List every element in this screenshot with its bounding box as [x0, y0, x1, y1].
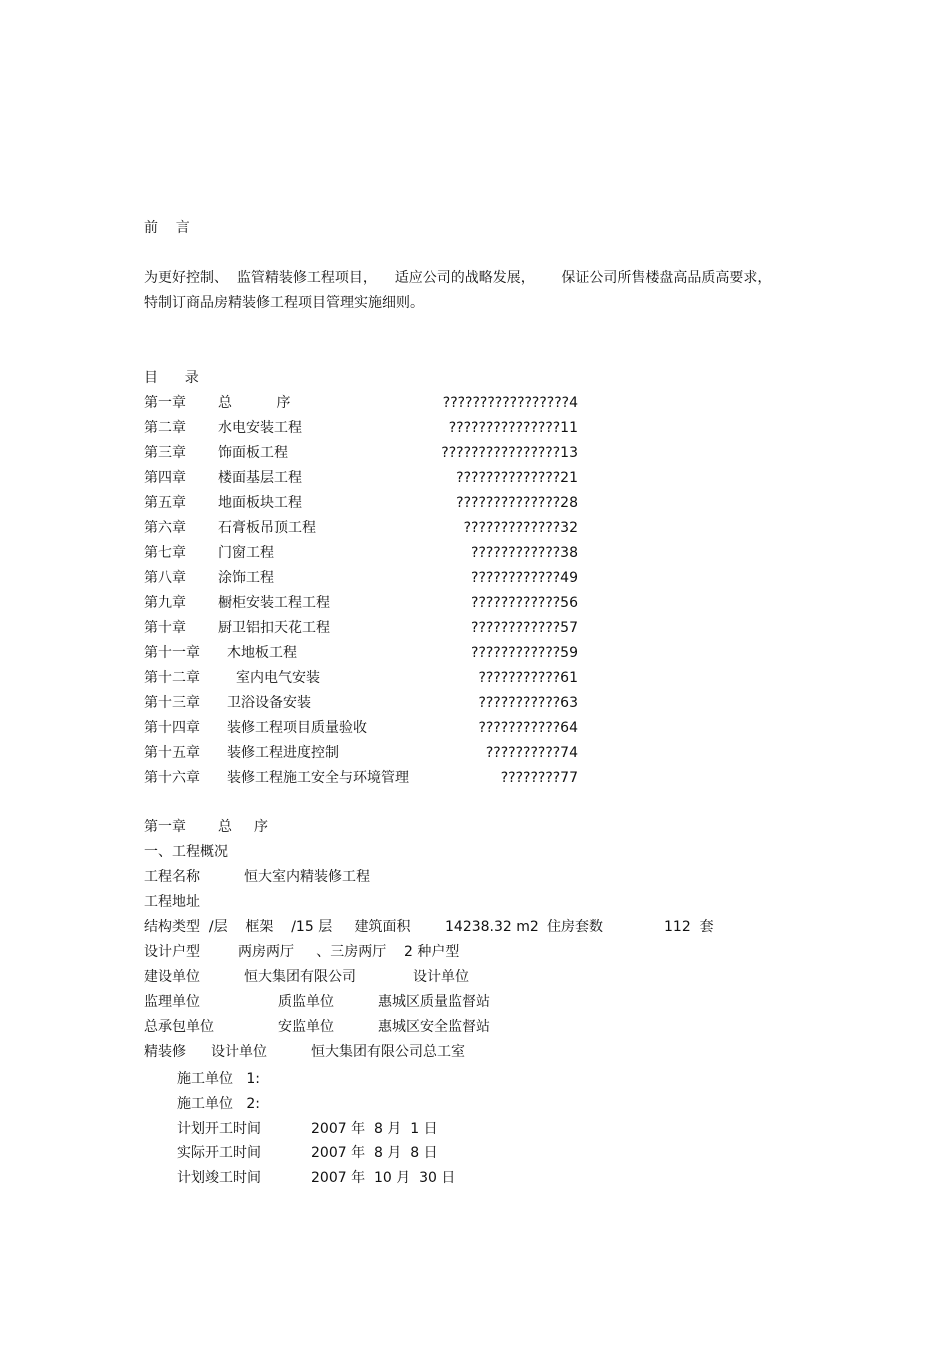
toc-item-chapter: 第二章 [144, 420, 186, 436]
builder-value: 恒大集团有限公司 [244, 969, 356, 985]
toc-item-chapter: 第十二章 [144, 670, 200, 686]
fitout-design-label: 设计单位 [211, 1044, 267, 1060]
toc-item-page: ??????????74 [485, 745, 578, 761]
toc-title: 目 录 [144, 370, 199, 386]
preface-title: 前 言 [144, 220, 190, 236]
toc-item-page: ????????77 [500, 770, 578, 786]
toc-item-name: 门窗工程 [218, 545, 274, 561]
toc-item-page: ????????????38 [471, 545, 578, 561]
toc-item-name: 楼面基层工程 [218, 470, 302, 486]
building-area: 14238.32 m2 [445, 919, 539, 935]
units-label: 住房套数 [547, 919, 603, 935]
toc-item-chapter: 第十五章 [144, 745, 200, 761]
toc-item-name: 饰面板工程 [218, 445, 288, 461]
toc-item-chapter: 第四章 [144, 470, 186, 486]
supervisor-label: 监理单位 [144, 994, 200, 1010]
toc-item-name: 石膏板吊顶工程 [218, 520, 316, 536]
toc-item-page: ????????????59 [471, 645, 578, 661]
preface-line-1: 为更好控制、 监管精装修工程项目， 适应公司的战略发展， 保证公司所售楼盘高品质高要求， [144, 270, 772, 286]
toc-item-name: 卫浴设备安装 [227, 695, 311, 711]
chapter1-heading-b: 序 [254, 819, 268, 835]
fitout-design-value: 恒大集团有限公司总工室 [311, 1044, 465, 1060]
chapter1-heading-a: 总 [218, 819, 232, 835]
toc-item-page: ???????????63 [478, 695, 578, 711]
toc-item-name: 厨卫铝扣天花工程 [218, 620, 330, 636]
safety-label: 安监单位 [278, 1019, 334, 1035]
layout-value: 两房两厅 、三房两厅 2 种户型 [238, 944, 460, 960]
builder-1: 施工单位 1: [177, 1071, 260, 1087]
builder-2: 施工单位 2: [177, 1096, 260, 1112]
project-name: 恒大室内精装修工程 [244, 869, 370, 885]
safety-value: 惠城区安全监督站 [378, 1019, 490, 1035]
toc-item-page: ?????????????????4 [442, 395, 578, 411]
toc-item-chapter: 第十六章 [144, 770, 200, 786]
section-overview: 一、工程概况 [144, 844, 228, 860]
toc-item-page: ???????????64 [478, 720, 578, 736]
toc-item-chapter: 第十四章 [144, 720, 200, 736]
toc-item-name: 装修工程进度控制 [227, 745, 339, 761]
plan-start-label: 计划开工时间 [177, 1121, 261, 1137]
toc-item-page: ???????????61 [478, 670, 578, 686]
contractor-label: 总承包单位 [144, 1019, 214, 1035]
toc-item-name: 总 序 [218, 395, 291, 411]
toc-item-page: ??????????????28 [456, 495, 578, 511]
structure-line: 结构类型 /层 框架 /15 层 建筑面积 [144, 919, 411, 935]
toc-item-page: ????????????49 [471, 570, 578, 586]
address-label: 工程地址 [144, 894, 200, 910]
toc-item-page: ???????????????11 [448, 420, 578, 436]
plan-end-value: 2007 年 10 月 30 日 [311, 1170, 456, 1186]
toc-item-name: 室内电气安装 [236, 670, 320, 686]
toc-item-page: ?????????????32 [463, 520, 578, 536]
toc-item-name: 木地板工程 [227, 645, 297, 661]
designer-label: 设计单位 [413, 969, 469, 985]
toc-item-page: ????????????56 [471, 595, 578, 611]
plan-end-label: 计划竣工时间 [177, 1170, 261, 1186]
fitout-label: 精装修 [144, 1044, 186, 1060]
toc-item-name: 地面板块工程 [218, 495, 302, 511]
toc-item-chapter: 第七章 [144, 545, 186, 561]
units-count: 112 套 [664, 919, 714, 935]
plan-start-value: 2007 年 8 月 1 日 [311, 1121, 438, 1137]
chapter1-heading-number: 第一章 [144, 819, 186, 835]
toc-item-chapter: 第三章 [144, 445, 186, 461]
actual-start-label: 实际开工时间 [177, 1145, 261, 1161]
actual-start-value: 2007 年 8 月 8 日 [311, 1145, 438, 1161]
builder-label: 建设单位 [144, 969, 200, 985]
toc-item-page: ??????????????21 [456, 470, 578, 486]
toc-item-chapter: 第十章 [144, 620, 186, 636]
layout-label: 设计户型 [144, 944, 200, 960]
toc-item-page: ????????????????13 [441, 445, 578, 461]
toc-item-chapter: 第十一章 [144, 645, 200, 661]
toc-item-page: ????????????57 [471, 620, 578, 636]
toc-item-chapter: 第六章 [144, 520, 186, 536]
project-name-label: 工程名称 [144, 869, 200, 885]
toc-item-chapter: 第五章 [144, 495, 186, 511]
toc-item-chapter: 第一章 [144, 395, 186, 411]
toc-item-name: 涂饰工程 [218, 570, 274, 586]
toc-item-name: 橱柜安装工程工程 [218, 595, 330, 611]
toc-item-name: 装修工程施工安全与环境管理 [227, 770, 409, 786]
toc-item-name: 水电安装工程 [218, 420, 302, 436]
toc-item-chapter: 第八章 [144, 570, 186, 586]
quality-value: 惠城区质量监督站 [378, 994, 490, 1010]
toc-item-chapter: 第九章 [144, 595, 186, 611]
preface-line-2: 特制订商品房精装修工程项目管理实施细则。 [144, 295, 424, 311]
toc-item-chapter: 第十三章 [144, 695, 200, 711]
toc-item-name: 装修工程项目质量验收 [227, 720, 367, 736]
quality-label: 质监单位 [278, 994, 334, 1010]
